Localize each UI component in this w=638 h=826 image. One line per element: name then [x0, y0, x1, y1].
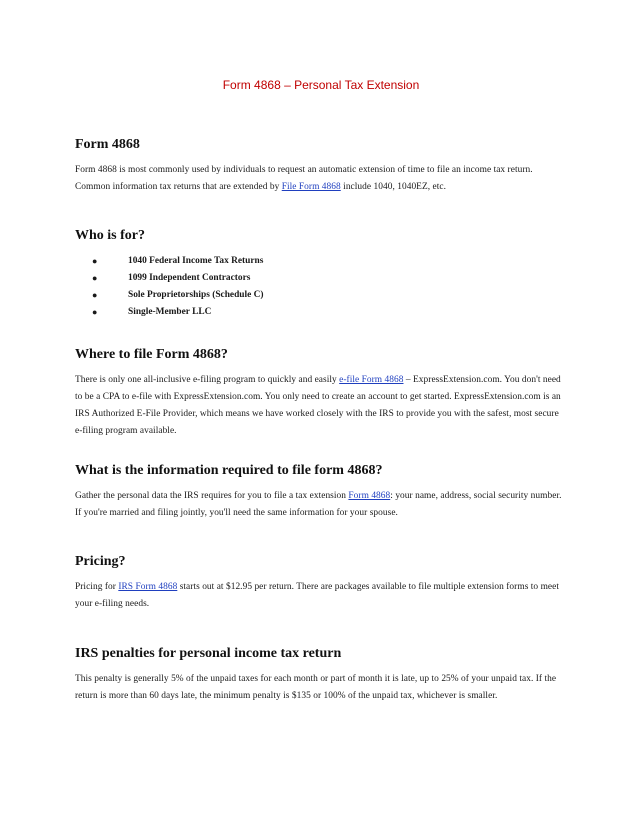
form-4868-link[interactable]: Form 4868: [348, 491, 391, 501]
section-heading-information-required: What is the information required to file form 4868?: [75, 463, 383, 478]
section-text-information-required: [75, 488, 567, 522]
bullet-icon: ●: [92, 290, 98, 300]
section-heading-form-4868: Form 4868: [75, 137, 140, 152]
section-form-4868: [75, 136, 567, 196]
text-part: There is only one all-inclusive e-filing program to quickly and easily: [75, 375, 340, 385]
bullet-icon: ●: [92, 273, 98, 283]
who-is-for-list: [75, 253, 567, 321]
section-heading-pricing: Pricing?: [75, 554, 126, 569]
bullet-icon: ●: [92, 256, 98, 266]
section-heading-irs-penalties: IRS penalties for personal income tax return: [75, 646, 342, 661]
text-part: Gather the personal data the IRS requires for you to file a tax extension: [75, 491, 349, 501]
section-heading-who-is-for: Who is for?: [75, 228, 145, 243]
text-part: – ExpressExtension.com. You don't need to be a CPA to e-file with ExpressExtension.com. You only need to create an account to get started. ExpressExtension.com is an IRS Authorized E-File Provider, which means we have worked closely with the IRS to provide you with the safest, most secure e-filing program available.: [75, 375, 561, 436]
section-heading-where-to-file: Where to file Form 4868?: [75, 347, 228, 362]
section-text-where-to-file: [75, 372, 567, 440]
list-item-label: 1099 Independent Contractors: [128, 273, 251, 283]
section-who-is-for: [75, 227, 567, 321]
section-information-required: [75, 462, 567, 522]
list-item: [92, 253, 567, 270]
irs-form-4868-link[interactable]: IRS Form 4868: [118, 582, 178, 592]
text-part: starts out at $12.95 per return. There are packages available to file multiple extension forms to meet your e-filing needs.: [75, 582, 559, 609]
text-part: : your name, address, social security number. If you're married and filing jointly, you'll need the same information for your spouse.: [75, 491, 562, 518]
file-form-4868-link[interactable]: File Form 4868: [281, 182, 341, 192]
section-irs-penalties: [75, 645, 567, 705]
text-part: Pricing for: [75, 582, 119, 592]
section-text-form-4868: [75, 162, 567, 196]
list-item: [92, 304, 567, 321]
list-item-label: Sole Proprietorships (Schedule C): [128, 290, 264, 300]
document-title: Form 4868 – Personal Tax Extension: [222, 78, 420, 92]
section-where-to-file: [75, 346, 567, 440]
e-file-form-4868-link[interactable]: e-file Form 4868: [339, 375, 404, 385]
list-item: [92, 287, 567, 304]
bullet-icon: ●: [92, 307, 98, 317]
section-text-pricing: [75, 579, 567, 613]
section-pricing: [75, 553, 567, 613]
list-item-label: Single-Member LLC: [128, 307, 212, 317]
text-part: Form 4868 is most commonly used by individuals to request an automatic extension of time to file an income tax return. Common information tax returns that are extended by: [75, 165, 533, 192]
text-part: include 1040, 1040EZ, etc.: [340, 182, 446, 192]
list-item: [92, 270, 567, 287]
section-text-irs-penalties: This penalty is generally 5% of the unpaid taxes for each month or part of month it is late, up to 25% of your unpaid tax. If the return is more than 60 days late, the minimum penalty is $135 or 100% of the unpaid tax, whichever is smaller.: [75, 674, 557, 701]
list-item-label: 1040 Federal Income Tax Returns: [128, 256, 264, 266]
